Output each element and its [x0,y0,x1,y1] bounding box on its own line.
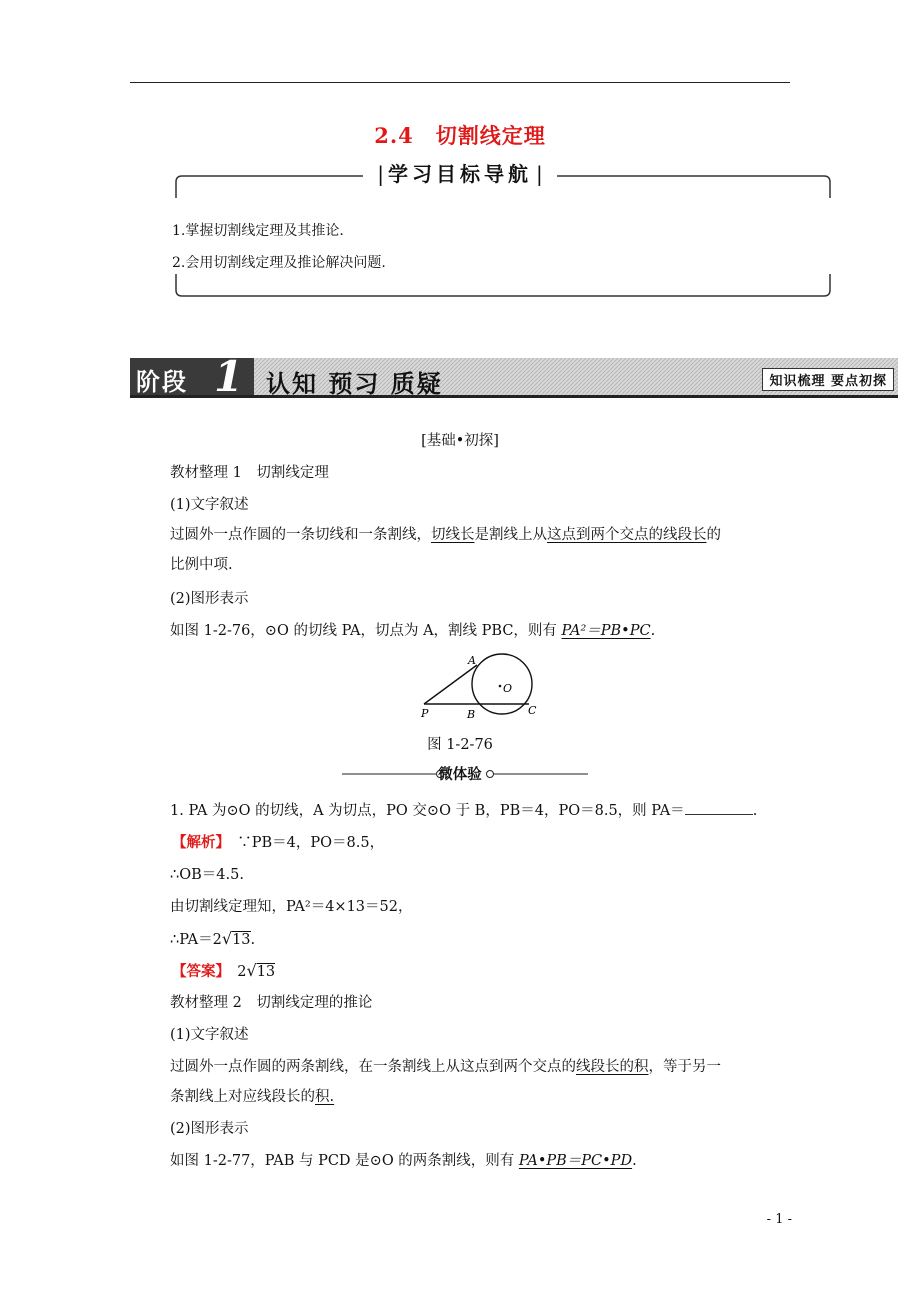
figure-caption: 图 1-2-76 [427,737,493,753]
theorem1-text-line2: 比例中项. [170,557,233,573]
theorem1-sub2: (2)图形表示 [170,591,249,607]
label-b: B [467,708,476,721]
theorem1-underline-2: 这点到两个交点的线段长 [547,527,707,543]
theorem1-heading: 教材整理 1 切割线定理 [170,465,329,481]
theorem2-heading: 教材整理 2 切割线定理的推论 [170,995,373,1011]
micro-heading: 微体验 [438,767,482,783]
top-rule [130,82,790,83]
theorem1-underline-1: 切线长 [431,527,475,543]
theorem2-text-pre: 过圆外一点作圆的两条割线，在一条割线上从这点到两个交点的 [170,1059,576,1075]
analysis-line-4 [170,928,255,951]
figure-1-2-76 [412,650,552,722]
stage-label: 阶段 [136,368,188,396]
theorem2-line2-pre: 条割线上对应线段长的 [170,1089,315,1105]
micro-question [170,800,757,822]
answer-radicand: 13 [256,964,276,980]
analysis-line-3: 由切割线定理知，PA²＝4×13＝52， [170,899,413,915]
theorem1-text-post: 的 [706,527,721,543]
analysis-4-post: . [250,932,256,948]
theorem2-underline-2: 积. [315,1089,335,1105]
theorem2-sub1: (1)文字叙述 [170,1027,249,1043]
tangent-pa [424,665,477,704]
sqrt-sign: √ [221,929,233,948]
section-title: 2.4 切割线定理 [374,123,546,148]
theorem1-text-mid: 是割线上从 [474,527,547,543]
analysis-line-1 [172,832,384,854]
theorem2-figure-statement [170,1150,637,1172]
theorem2-fig-post: . [632,1153,637,1169]
objectives-heading: | 学习目标导航 | [0,158,920,187]
analysis-line-2: ∴OB＝4.5. [170,867,244,883]
objectives-heading-text: 学习目标导航 [388,162,532,186]
theorem2-sub2: (2)图形表示 [170,1121,249,1137]
page-number: - 1 - [766,1212,792,1227]
stage-title: 认知 预习 质疑 [266,370,443,398]
theorem2-underline-1: 线段长的积 [576,1059,649,1075]
micro-question-post: . [752,803,758,819]
theorem1-figure-statement [170,620,655,642]
answer-line [172,960,275,983]
theorem2-fig-pre: 如图 1-2-77，PAB 与 PCD 是⊙O 的两条割线，则有 [170,1153,519,1169]
theorem2-formula: PA•PB＝PC•PD [518,1153,633,1169]
answer-blank [685,800,753,815]
theorem1-formula: PA²＝PB•PC [561,623,651,639]
circle-o [472,654,532,714]
micro-question-text: 1. PA 为⊙O 的切线，A 为切点，PO 交⊙O 于 B，PB＝4，PO＝8.5，则 PA＝ [170,803,685,819]
theorem1-sub1: (1)文字叙述 [170,497,249,513]
label-o: O [503,682,513,695]
theorem2-text [170,1056,810,1078]
answer-pre: 2 [237,964,247,980]
stage-number: 1 [214,352,244,401]
answer-sqrt-sign: √ [246,961,257,980]
analysis-tag: 【解析】 [172,834,223,851]
theorem1-text-pre: 过圆外一点作圆的一条切线和一条割线， [170,527,431,543]
theorem1-fig-post: . [650,623,656,639]
center-point [499,685,502,688]
analysis-4-radicand: 13 [232,932,251,948]
theorem2-text-line2 [170,1086,334,1108]
theorem2-text-post: ，等于另一 [648,1059,721,1075]
label-a: A [468,654,476,667]
label-p: P [421,707,429,720]
theorem1-fig-pre: 如图 1-2-76，⊙O 的切线 PA，切点为 A，割线 PBC，则有 [170,623,562,639]
analysis-4-pre: ∴PA＝2 [170,932,222,948]
analysis-text-1: ∵PB＝4，PO＝8.5， [237,835,385,851]
stage-tag: 知识梳理 要点初探 [762,368,894,391]
objective-item-2: 2.会用切割线定理及推论解决问题. [172,255,386,271]
objective-item-1: 1.掌握切割线定理及其推论. [172,223,344,239]
label-c: C [528,704,537,717]
section-tag: [基础•初探] [421,433,499,449]
answer-tag: 【答案】 [172,963,223,980]
theorem1-text [170,524,810,546]
